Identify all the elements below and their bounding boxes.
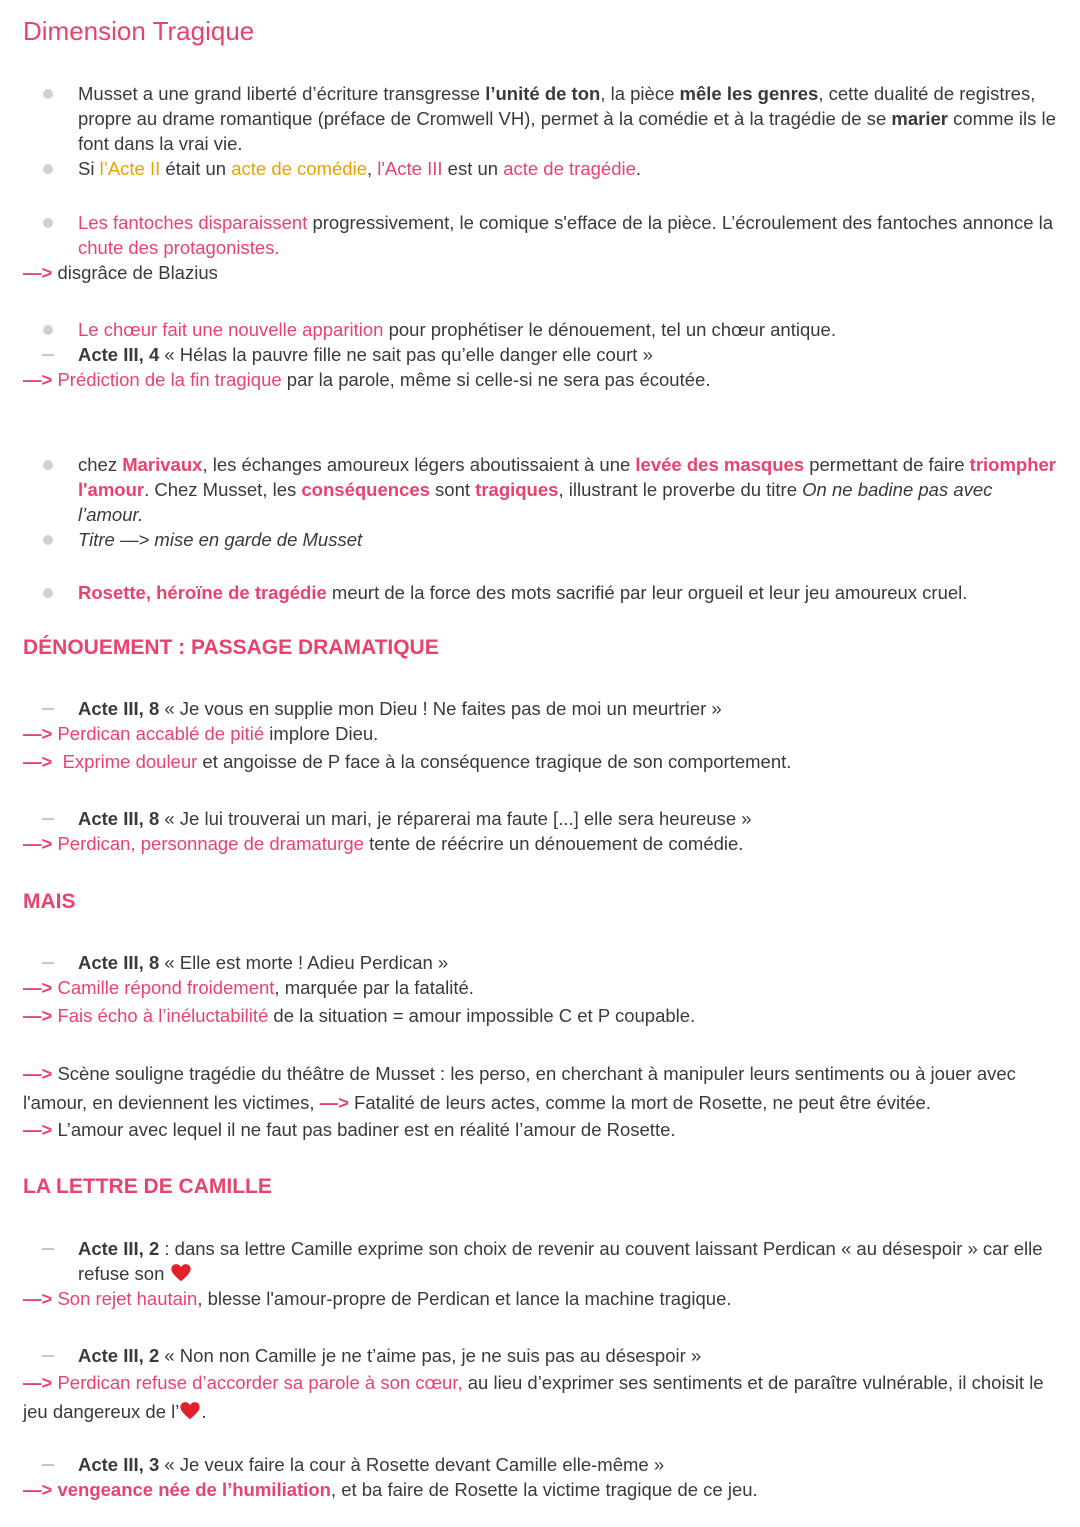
bullet-dot xyxy=(43,218,53,228)
bullet-item xyxy=(78,580,1056,605)
highlight-text: Camille répond froidement xyxy=(52,977,275,998)
bullet-dot xyxy=(43,535,53,545)
text: Fatalité de leurs actes, comme la mort de Rosette, ne peut être évitée. xyxy=(348,1092,931,1113)
section-heading: MAIS xyxy=(23,890,76,913)
text: , la pièce xyxy=(600,83,680,104)
arrow-line xyxy=(23,260,1056,285)
arrow-paragraph xyxy=(23,1059,1056,1117)
text: , cette dualité de registres, propre au drame romantique (préface de Cromwell VH), permet à la comédie et à la tragédie de se xyxy=(78,83,1036,129)
quote-text: « Je lui trouverai un mari, je réparerai ma faute [...] elle sera heureuse » xyxy=(159,808,752,829)
text: tente de réécrire un dénouement de comédie. xyxy=(363,833,744,854)
quote-text: « Elle est morte ! Adieu Perdican » xyxy=(159,952,449,973)
highlight-text: Fais écho à l’inéluctabilité xyxy=(52,1005,269,1026)
bold-highlight: levée des masques xyxy=(635,454,805,475)
text: de la situation = amour impossible C et P coupable. xyxy=(268,1005,696,1026)
dash-item xyxy=(78,342,1056,367)
bold-highlight: triompher l'amour xyxy=(78,454,1056,500)
dash-marker xyxy=(42,962,54,964)
arrow-icon: —> xyxy=(23,833,53,854)
text: . xyxy=(635,158,642,179)
act-ref: Acte III, 2 xyxy=(78,1345,160,1366)
highlight-text: acte de comédie xyxy=(231,158,367,179)
highlight-text: Le chœur fait une nouvelle apparition xyxy=(78,319,384,340)
highlight-text: chute des protagonistes. xyxy=(78,237,280,258)
bold-highlight: tragiques xyxy=(475,479,559,500)
highlight-text: Perdican refuse d’accorder sa parole à son cœur, xyxy=(52,1372,463,1393)
text: , blesse l'amour-propre de Perdican et lance la machine tragique. xyxy=(197,1288,732,1309)
arrow-line xyxy=(23,721,1056,746)
arrow-line xyxy=(23,1003,1056,1028)
italic-text: On ne badine pas avec l’amour. xyxy=(78,479,993,525)
text: , illustrant le proverbe du titre xyxy=(558,479,803,500)
bullet-item xyxy=(78,527,1056,552)
act-ref: Acte III, 4 xyxy=(78,344,160,365)
text: implore Dieu. xyxy=(264,723,379,744)
arrow-icon: —> xyxy=(23,1063,53,1084)
act-ref: Acte III, 2 xyxy=(78,1238,160,1259)
arrow-icon: —> xyxy=(23,1119,53,1140)
highlight-text: Perdican, personnage de dramaturge xyxy=(52,833,364,854)
page-title: Dimension Tragique xyxy=(23,16,255,46)
bullet-item xyxy=(78,317,1056,342)
text: comme ils le font dans la vrai vie. xyxy=(78,108,1056,154)
bullet-dot xyxy=(43,89,53,99)
text: Musset a une grand liberté d’écriture transgresse xyxy=(78,83,486,104)
dash-item xyxy=(78,1236,1056,1286)
highlight-text: Son rejet hautain xyxy=(52,1288,198,1309)
bullet-item xyxy=(78,452,1056,527)
arrow-line xyxy=(23,1117,1056,1142)
arrow-line xyxy=(23,1286,1056,1311)
arrow-icon: —> xyxy=(319,1092,349,1113)
text: était un xyxy=(160,158,232,179)
highlight-text: l'Acte III xyxy=(377,158,443,179)
arrow-line xyxy=(23,831,1056,856)
quote-text: « Hélas la pauvre fille ne sait pas qu’elle danger elle court » xyxy=(159,344,653,365)
dash-marker xyxy=(42,1464,54,1466)
arrow-icon: —> xyxy=(23,1288,53,1309)
text: : dans sa lettre Camille exprime son choix de revenir au couvent laissant Perdican « au désespoir » car elle refuse son xyxy=(78,1238,1043,1284)
highlight-text: Perdican accablé de pitié xyxy=(52,723,265,744)
quote-text: « Je vous en supplie mon Dieu ! Ne faites pas de moi un meurtrier » xyxy=(159,698,722,719)
arrow-line xyxy=(23,749,1056,774)
bullet-dot xyxy=(43,325,53,335)
text: . Chez Musset, les xyxy=(144,479,302,500)
dash-marker xyxy=(42,1248,54,1250)
text: Si xyxy=(78,158,100,179)
dash-marker xyxy=(42,818,54,820)
dash-item xyxy=(78,950,1056,975)
section-heading: LA LETTRE DE CAMILLE xyxy=(23,1175,272,1198)
text: progressivement, le comique s'efface de la pièce. L’écroulement des fantoches annonce la xyxy=(307,212,1054,233)
section-heading: DÉNOUEMENT : PASSAGE DRAMATIQUE xyxy=(23,636,439,659)
heart-icon xyxy=(179,1400,201,1422)
arrow-icon: —> xyxy=(23,751,53,772)
text: , les échanges amoureux légers aboutissaient à une xyxy=(202,454,636,475)
bullet-item xyxy=(78,210,1056,260)
text: pour prophétiser le dénouement, tel un chœur antique. xyxy=(383,319,836,340)
act-ref: Acte III, 8 xyxy=(78,698,160,719)
arrow-icon: —> xyxy=(23,1372,53,1393)
text: , marquée par la fatalité. xyxy=(274,977,474,998)
quote-text: « Je veux faire la cour à Rosette devant Camille elle-même » xyxy=(159,1454,665,1475)
text: permettant de faire xyxy=(804,454,970,475)
text: . xyxy=(201,1401,207,1422)
text: L’amour avec lequel il ne faut pas badiner est en réalité l’amour de Rosette. xyxy=(52,1119,676,1140)
bold-highlight: vengeance née de l’humiliation xyxy=(52,1479,331,1500)
arrow-icon: —> xyxy=(23,369,53,390)
dash-marker xyxy=(42,708,54,710)
text: , xyxy=(367,158,378,179)
dash-item xyxy=(78,1452,1056,1477)
dash-item xyxy=(78,696,1056,721)
heart-icon xyxy=(170,1262,192,1284)
dash-item xyxy=(78,1343,1056,1368)
bullet-dot xyxy=(43,164,53,174)
text: et angoisse de P face à la conséquence tragique de son comportement. xyxy=(197,751,792,772)
text: Scène souligne tragédie du théâtre de Musset : les perso, en cherchant à manipuler leurs sentiments ou à jouer avec l'amour, en deviennent les victimes, xyxy=(23,1063,1016,1113)
bold-highlight: Marivaux xyxy=(122,454,203,475)
highlight-text: acte de tragédie xyxy=(503,158,636,179)
dash-marker xyxy=(42,1355,54,1357)
act-ref: Acte III, 8 xyxy=(78,952,160,973)
highlight-text: Exprime douleur xyxy=(52,751,198,772)
highlight-text: l’Acte II xyxy=(99,158,161,179)
text: est un xyxy=(442,158,504,179)
text: disgrâce de Blazius xyxy=(52,262,218,283)
text: , et ba faire de Rosette la victime tragique de ce jeu. xyxy=(330,1479,758,1500)
arrow-icon: —> xyxy=(23,977,53,998)
italic-text: Titre —> mise en garde de Musset xyxy=(78,529,363,550)
quote-text: « Non non Camille je ne t’aime pas, je ne suis pas au désespoir » xyxy=(159,1345,702,1366)
dash-item xyxy=(78,806,1056,831)
text: sont xyxy=(429,479,476,500)
arrow-paragraph xyxy=(23,1368,1056,1426)
act-ref: Acte III, 3 xyxy=(78,1454,160,1475)
arrow-icon: —> xyxy=(23,723,53,744)
dash-marker xyxy=(42,354,54,356)
arrow-line xyxy=(23,1477,1056,1502)
highlight-text: Prédiction de la fin tragique xyxy=(52,369,282,390)
bullet-item xyxy=(78,156,1056,181)
bullet-dot xyxy=(43,460,53,470)
bold-highlight: conséquences xyxy=(301,479,430,500)
highlight-text: Les fantoches disparaissent xyxy=(78,212,308,233)
arrow-line xyxy=(23,975,1056,1000)
bold-text: mêle les genres xyxy=(679,83,819,104)
text: au lieu d’exprimer ses sentiments et de paraître vulnérable, il choisit le jeu dangereux de l’ xyxy=(23,1372,1044,1422)
arrow-icon: —> xyxy=(23,262,53,283)
text: chez xyxy=(78,454,123,475)
bold-text: marier xyxy=(891,108,948,129)
act-ref: Acte III, 8 xyxy=(78,808,160,829)
arrow-icon: —> xyxy=(23,1479,53,1500)
text: par la parole, même si celle-si ne sera pas écoutée. xyxy=(281,369,711,390)
arrow-icon: —> xyxy=(23,1005,53,1026)
bold-highlight: Rosette, héroïne de tragédie xyxy=(78,582,327,603)
arrow-line xyxy=(23,367,1056,392)
bullet-item xyxy=(78,81,1056,156)
text: meurt de la force des mots sacrifié par leur orgueil et leur jeu amoureux cruel. xyxy=(326,582,968,603)
bold-text: l’unité de ton xyxy=(485,83,601,104)
bullet-dot xyxy=(43,588,53,598)
